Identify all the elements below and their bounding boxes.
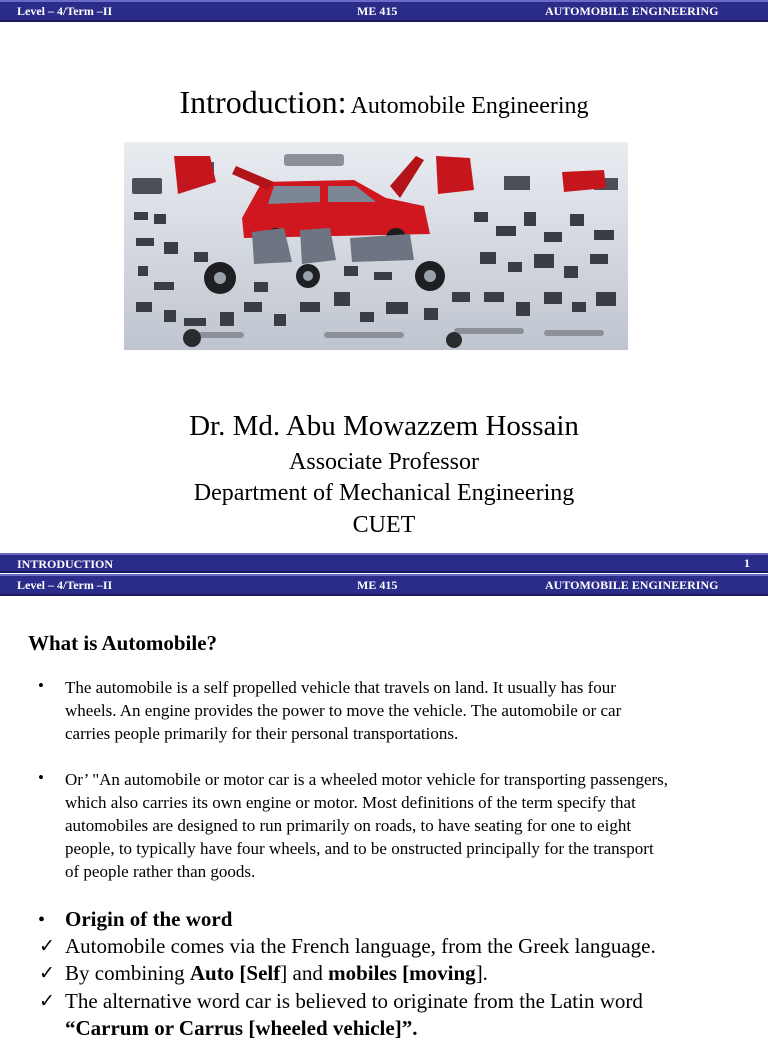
author-name: Dr. Md. Abu Mowazzem Hossain [189,410,579,442]
definition-paragraph-2 [65,768,755,883]
header-course-code: ME 415 [357,4,398,18]
origin-heading: Origin of the word [65,907,233,931]
paragraph-line: which also carries its own engine or motor. Most definitions of the term specify that [65,793,636,812]
text-run-bold: Auto [Self [189,961,281,985]
text-run: ]. [475,961,488,985]
text-run-bold: mobiles [moving [328,961,476,985]
paragraph-line: automobiles are designed to run primarily on roads, to have seating for one to eight [65,816,632,835]
slide1-footer-bar [0,553,768,573]
paragraph-line: Or’ "An automobile or motor car is a wheeled motor vehicle for transporting passengers, [65,770,669,789]
origin-point-3: The alternative word car is believed to originate from the Latin word [65,989,643,1013]
footer-section: INTRODUCTION [17,557,114,571]
slide1-header-bar [0,0,768,22]
author-role: Associate Professor [289,449,479,475]
slide-title [0,84,768,121]
author-institution: CUET [352,512,416,538]
bullet-icon: • [38,768,44,787]
title-main: Introduction: [179,84,347,120]
paragraph-line: of people rather than goods. [65,862,256,881]
author-department: Department of Mechanical Engineering [193,480,575,506]
header-course-name: AUTOMOBILE ENGINEERING [545,578,719,592]
exploded-car-parts-photo [124,142,628,350]
checkmark-icon: ✓ [39,963,55,984]
origin-point-3-continued: “Carrum or Carrus [wheeled vehicle]”. [65,1016,418,1040]
header-course-code: ME 415 [357,578,398,592]
paragraph-line: wheels. An engine provides the power to move the vehicle. The automobile or car [65,701,622,720]
definition-paragraph-1 [65,676,755,745]
text-run: ] and [280,961,329,985]
bullet-icon: • [38,909,46,931]
bullet-icon: • [38,676,44,695]
origin-point-1: Automobile comes via the French language, from the Greek language. [65,934,656,958]
text-run: By combining [65,961,190,985]
checkmark-icon: ✓ [39,991,55,1012]
section-heading: What is Automobile? [28,631,218,655]
origin-point-2 [65,961,488,986]
header-level-term: Level – 4/Term –II [17,578,113,592]
paragraph-line: carries people primarily for their personal transportations. [65,724,459,743]
page-number: 1 [744,556,750,570]
header-course-name: AUTOMOBILE ENGINEERING [545,4,719,18]
paragraph-line: people, to typically have four wheels, and to be onstructed principally for the transport [65,839,654,858]
slide2-header-bar [0,574,768,596]
title-sub: Automobile Engineering [350,93,589,119]
header-level-term: Level – 4/Term –II [17,4,113,18]
paragraph-line: The automobile is a self propelled vehicle that travels on land. It usually has four [65,678,616,697]
checkmark-icon: ✓ [39,936,55,957]
